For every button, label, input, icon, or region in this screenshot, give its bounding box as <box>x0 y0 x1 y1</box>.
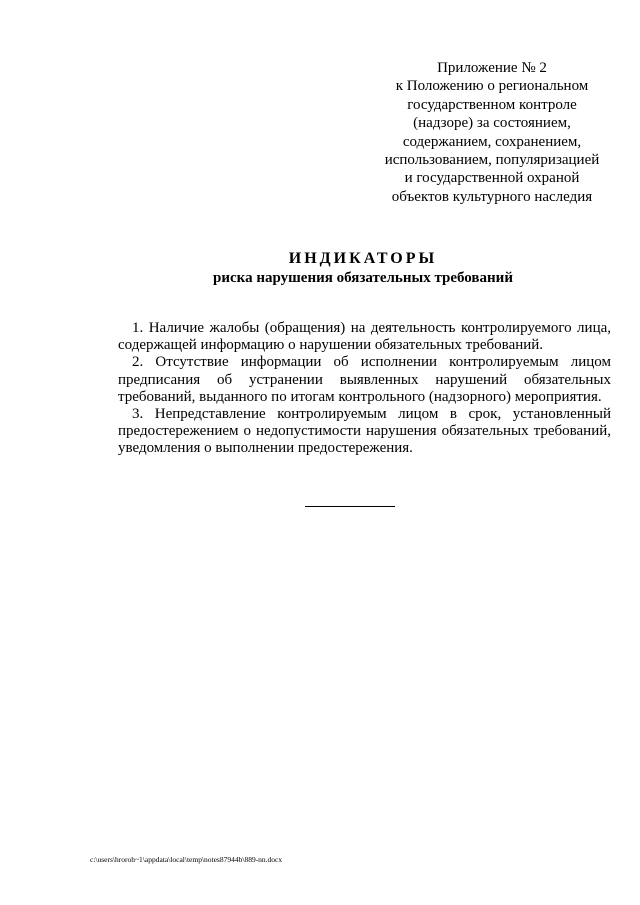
indicator-item: 1. Наличие жалобы (обращения) на деятельность контролируемого лица, содержащей информацию о нарушении обязательных требований. <box>118 320 611 354</box>
indicator-item: 2. Отсутствие информации об исполнении контролируемым лицом предписания об устранении выявленных нарушений обязательных требований, выданного по итогам контрольного (надзорного) мероприятия. <box>118 354 611 405</box>
appendix-line: объектов культурного наследия <box>391 188 593 205</box>
appendix-line: (надзоре) за состоянием, <box>413 115 571 132</box>
appendix-line: государственном контроле <box>407 96 577 113</box>
appendix-line: содержанием, сохранением, <box>402 133 582 150</box>
indicator-list <box>118 320 611 458</box>
document-subtitle: риска нарушения обязательных требований <box>213 270 513 286</box>
appendix-line: и государственной охраной <box>404 170 580 187</box>
appendix-line: использованием, популяризацией <box>384 152 600 169</box>
document-title: ИНДИКАТОРЫ <box>288 250 438 267</box>
appendix-line: к Положению о региональном <box>395 78 589 95</box>
appendix-line: Приложение № 2 <box>437 60 547 76</box>
file-path-footer: c:\users\hroroh~1\appdata\local\temp\notes87944b\889-nn.docx <box>90 855 283 864</box>
separator-line <box>305 506 395 507</box>
indicator-item: 3. Непредставление контролируемым лицом в срок, установленный предостережением о недопустимости нарушения обязательных требований, уведомления о выполнении предостережения. <box>118 406 611 457</box>
appendix-block <box>372 59 612 206</box>
